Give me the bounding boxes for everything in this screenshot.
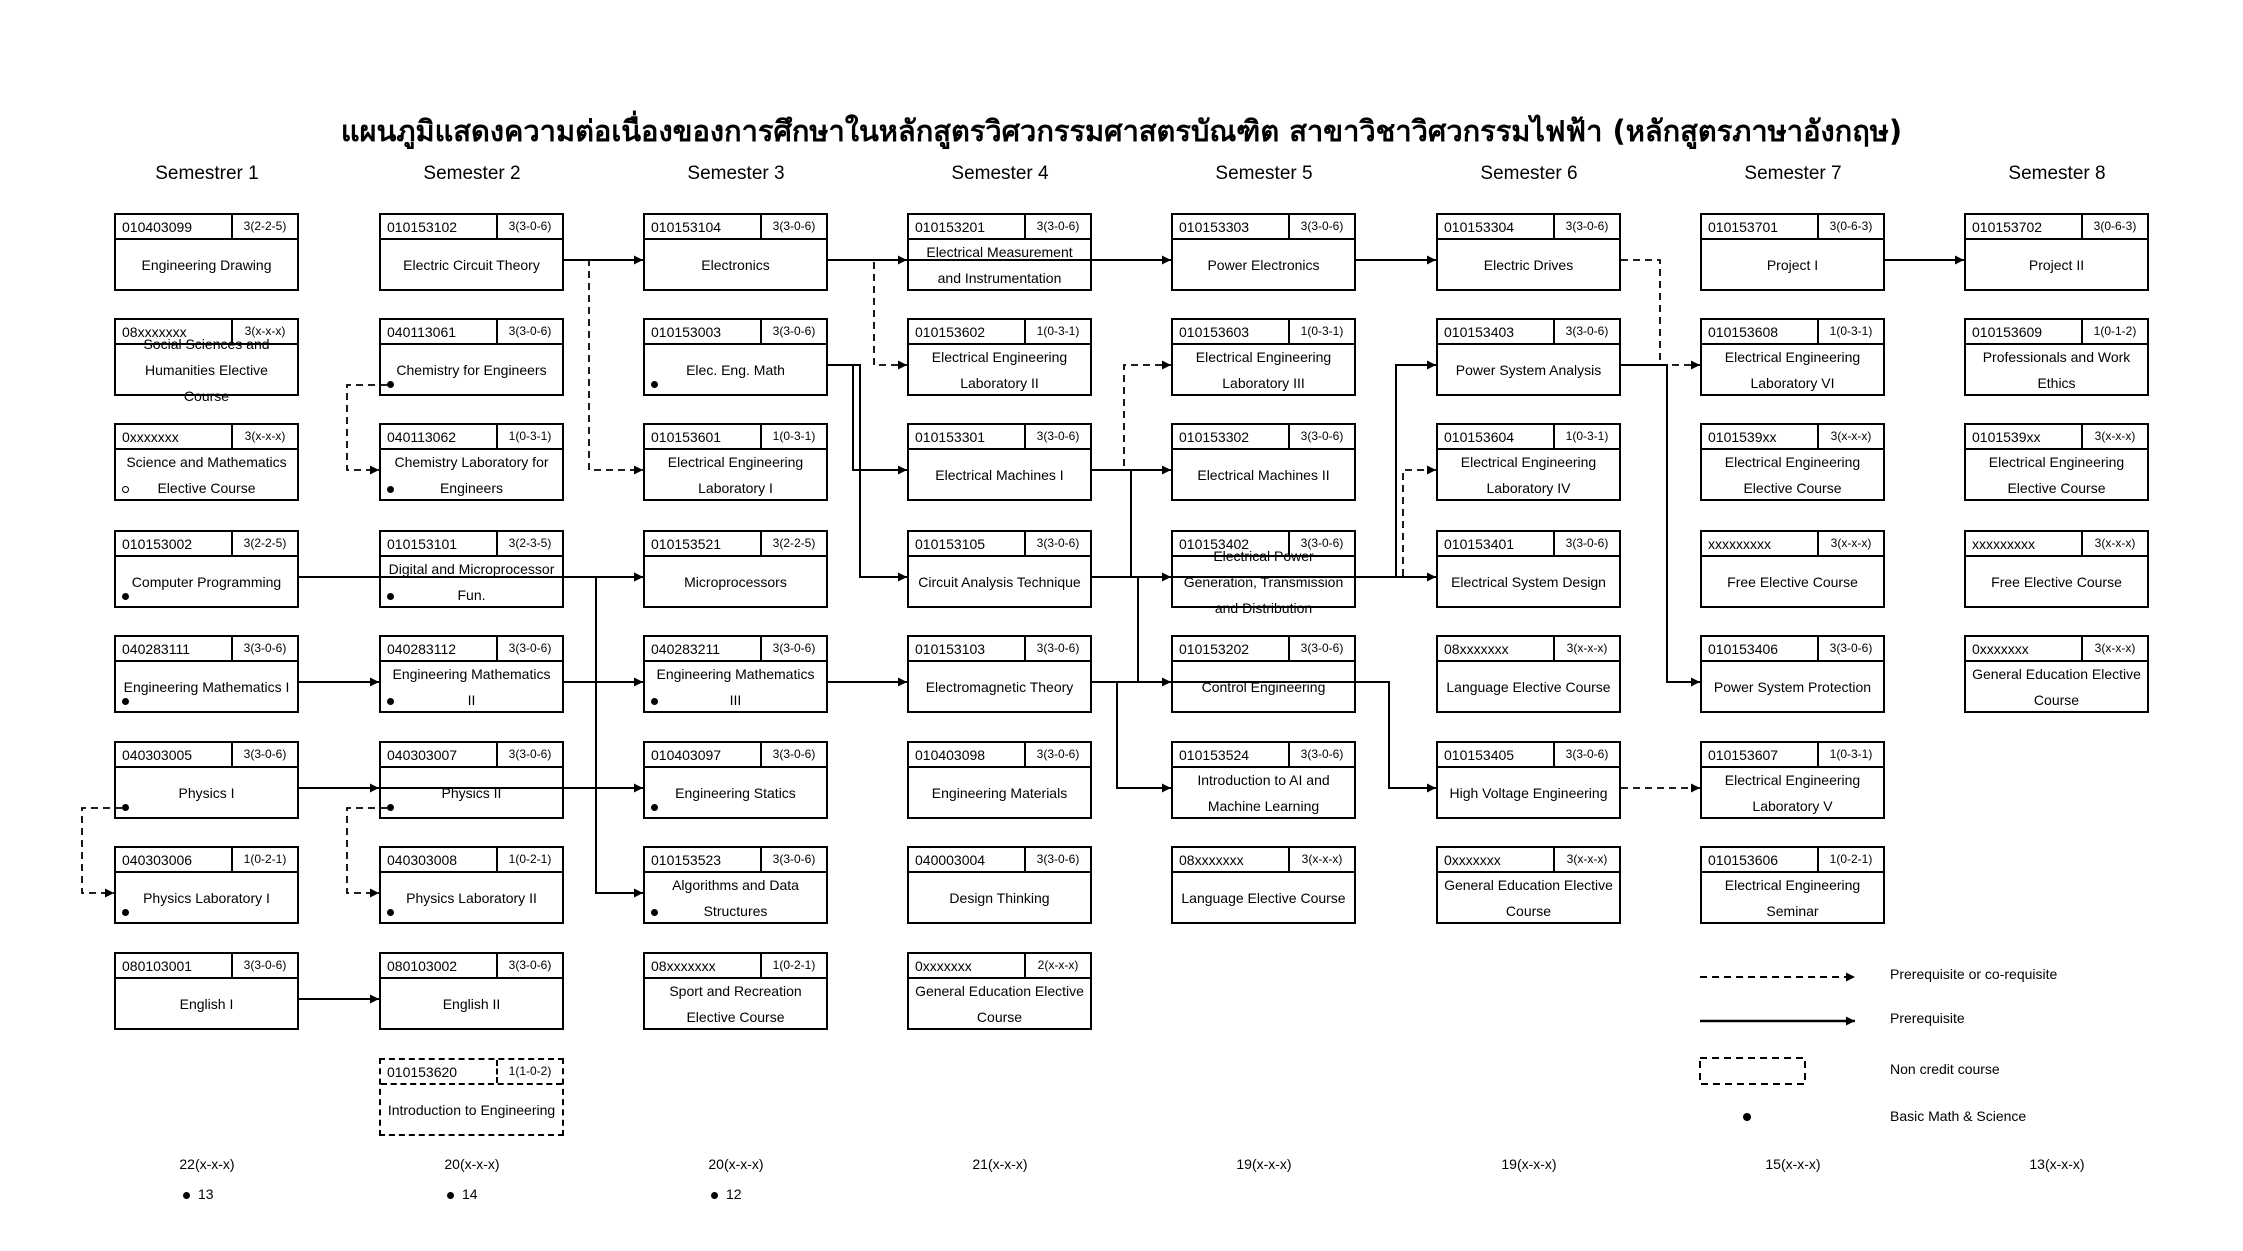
course-credit: 3(3-0-6) [1553,215,1619,238]
course-code: 010153304 [1444,219,1515,235]
course-code: 010153003 [651,324,722,340]
course-name: Physics Laboratory I [143,889,270,906]
course-code: 010153406 [1708,641,1779,657]
basic-count-sem1-value: 13 [198,1186,214,1202]
course-code: 010403097 [651,747,722,763]
course-credit: 3(3-0-6) [1817,637,1883,660]
course-code: 010153606 [1708,852,1779,868]
course-name: Free Elective Course [1991,573,2122,590]
course-name: Elec. Eng. Math [686,361,785,378]
course-name: Electrical Engineering Laboratory I [667,453,804,496]
course-credit: 1(0-3-1) [760,425,826,448]
course-name: Introduction to AI and Machine Learning [1197,771,1330,814]
course-name: Engineering Statics [675,784,796,801]
course-code: 010153604 [1444,429,1515,445]
course-code: 0101539xx [1972,429,2041,445]
course-name: Electrical Engineering Elective Course [1988,453,2125,496]
course-name: Free Elective Course [1727,573,1858,590]
course-credit: 3(2-3-5) [496,532,562,555]
course-credit: 3(3-0-6) [496,954,562,977]
course-credit: 3(3-0-6) [760,743,826,766]
course-credit: 1(0-1-2) [2081,320,2147,343]
course-name: Electric Circuit Theory [403,256,540,273]
course-code: 010153102 [387,219,458,235]
course-credit: 3(x-x-x) [1817,425,1883,448]
course-credit: 3(3-0-6) [1288,532,1354,555]
course-code: 010153602 [915,324,986,340]
course-code: 080103002 [387,958,458,974]
course-code: 010153603 [1179,324,1250,340]
edge-c22-c23 [347,385,387,470]
course-credit: 1(0-2-1) [231,848,297,871]
course-credit: 3(3-0-6) [496,215,562,238]
course-credit: 3(3-0-6) [231,637,297,660]
course-name: Microprocessors [684,573,787,590]
course-code: 08xxxxxxx [1444,641,1509,657]
course-code: 010153301 [915,429,986,445]
course-name: Electrical Engineering Laboratory V [1724,771,1861,814]
course-credit: 3(3-0-6) [1024,848,1090,871]
course-name: General Education Elective Course [1444,876,1613,919]
semester-8-header: Semester 8 [2008,163,2106,184]
edge-c45-c56 [1092,682,1171,788]
course-credit: 3(3-0-6) [1288,425,1354,448]
course-credit: 1(0-3-1) [1817,743,1883,766]
semester-4-header: Semester 4 [951,163,1049,184]
course-credit: 3(x-x-x) [2081,637,2147,660]
basic-count-sem2-value: 14 [462,1186,478,1202]
course-name: Chemistry Laboratory for Engineers [394,453,549,496]
course-credit: 1(0-3-1) [1553,425,1619,448]
course-code: xxxxxxxxx [1708,536,1771,552]
course-credit: 3(3-0-6) [231,743,297,766]
course-credit: 1(0-3-1) [1024,320,1090,343]
course-credit: 1(0-2-1) [496,848,562,871]
course-name: Physics II [441,784,502,801]
course-credit: 1(0-3-1) [496,425,562,448]
course-credit: 3(2-2-5) [231,215,297,238]
course-credit: 3(x-x-x) [2081,425,2147,448]
course-code: 010153702 [1972,219,2043,235]
course-name: Power Electronics [1207,256,1320,273]
course-credit: 3(3-0-6) [496,320,562,343]
course-credit: 3(3-0-6) [1553,320,1619,343]
edge-c26-c27 [347,808,387,893]
course-name: Language Elective Course [1446,678,1611,695]
course-code: 0xxxxxxx [1972,641,2029,657]
course-name: Digital and Microprocessor Fun. [388,560,555,603]
course-code: 010403099 [122,219,193,235]
course-name: Electrical Engineering Laboratory III [1195,348,1332,391]
course-credit: 1(0-2-1) [1817,848,1883,871]
course-credit: 3(3-0-6) [1024,215,1090,238]
course-name: English I [179,995,234,1012]
edge-c14-c37 [299,577,643,893]
course-code: 080103001 [122,958,193,974]
course-name: Introduction to Engineering [387,1101,556,1118]
course-code: 040303007 [387,747,458,763]
course-code: 010153103 [915,641,986,657]
semester-1-total: 22(x-x-x) [179,1156,235,1172]
course-credit: 3(2-2-5) [231,532,297,555]
course-credit: 3(3-0-6) [1024,532,1090,555]
course-code: 010153620 [387,1064,458,1080]
semester-2-total: 20(x-x-x) [444,1156,500,1172]
course-name: Engineering Mathematics II [392,665,551,708]
course-name: Engineering Drawing [141,256,272,273]
course-code: 0xxxxxxx [1444,852,1501,868]
legend-noncredit-box [1700,1058,1805,1084]
semester-4-total: 21(x-x-x) [972,1156,1028,1172]
edge-c45-c66 [1092,682,1436,788]
course-credit: 3(3-0-6) [760,215,826,238]
legend-noncredit-label: Non credit course [1890,1061,2000,1077]
edge-c61-c72 [1621,260,1700,365]
semester-7-total: 15(x-x-x) [1765,1156,1821,1172]
course-code: 010153101 [387,536,458,552]
course-code: 010153701 [1708,219,1779,235]
course-credit: 3(x-x-x) [1288,848,1354,871]
course-name: Chemistry for Engineers [396,361,547,378]
course-name: Electrical Engineering Laboratory VI [1724,348,1861,391]
course-name: Electrical Engineering Elective Course [1724,453,1861,496]
basic-count-sem3-value: 12 [726,1186,742,1202]
course-code: 010153201 [915,219,986,235]
semester-6-header: Semester 6 [1480,163,1578,184]
course-name: Engineering Materials [931,784,1068,801]
course-credit: 3(3-0-6) [1553,532,1619,555]
course-code: 040303005 [122,747,193,763]
course-code: 040113061 [387,324,457,340]
course-name: Algorithms and Data Structures [672,876,799,919]
edge-c32-c43 [828,365,907,470]
course-name: Electrical Machines I [935,466,1064,483]
course-code: 010153608 [1708,324,1779,340]
course-name: Language Elective Course [1181,889,1346,906]
course-name: Electrical System Design [1451,573,1606,590]
edge-c44-c55 [1092,577,1171,682]
semester-5-total: 19(x-x-x) [1236,1156,1292,1172]
course-credit: 3(3-0-6) [1024,637,1090,660]
course-credit: 3(3-0-6) [496,743,562,766]
course-name: Electrical Engineering Seminar [1724,876,1861,919]
course-code: 010153303 [1179,219,1250,235]
course-name: Engineering Mathematics I [123,678,290,695]
course-name: Project I [1766,256,1819,273]
course-name: Computer Programming [131,573,282,590]
course-credit: 3(x-x-x) [1553,637,1619,660]
course-name: Engineering Mathematics III [656,665,815,708]
course-code: xxxxxxxxx [1972,536,2035,552]
semester-2-header: Semester 2 [423,163,521,184]
course-name: General Education Elective Course [915,982,1084,1025]
course-credit: 3(3-0-6) [1288,743,1354,766]
course-code: 0101539xx [1708,429,1777,445]
course-credit: 1(0-2-1) [760,954,826,977]
course-code: 010153609 [1972,324,2043,340]
course-credit: 3(0-6-3) [2081,215,2147,238]
course-code: 010153002 [122,536,193,552]
edge-c43-c52 [1092,365,1171,470]
course-credit: 3(0-6-3) [1817,215,1883,238]
course-credit: 3(3-0-6) [760,637,826,660]
course-credit: 3(3-0-6) [231,954,297,977]
semester-6-total: 19(x-x-x) [1501,1156,1557,1172]
course-credit: 3(3-0-6) [1024,425,1090,448]
course-code: 08xxxxxxx [651,958,716,974]
course-name: Electronics [701,256,770,273]
course-code: 010153401 [1444,536,1515,552]
semester-3-total: 20(x-x-x) [708,1156,764,1172]
course-credit: 3(3-0-6) [760,320,826,343]
edge-c62-c75 [1621,365,1700,682]
course-code: 040003004 [915,852,986,868]
course-credit: 3(3-0-6) [496,637,562,660]
course-name: Social Sciences and Humanities Elective Course [143,335,270,404]
course-code: 010153601 [651,429,722,445]
course-credit: 1(1-0-2) [496,1060,562,1083]
course-name: Science and Mathematics Elective Course [126,453,287,496]
legend-basic-dot [1743,1113,1751,1121]
course-code: 040303006 [122,852,193,868]
course-code: 010153521 [651,536,722,552]
course-credit: 3(3-0-6) [760,848,826,871]
course-name: Control Engineering [1201,678,1326,695]
course-name: Electrical Engineering Laboratory IV [1460,453,1597,496]
course-name: General Education Elective Course [1972,665,2141,708]
course-code: 010403098 [915,747,986,763]
course-name: English II [442,995,501,1012]
edge-c16-c17 [82,808,122,893]
course-code: 010153405 [1444,747,1515,763]
course-code: 010153607 [1708,747,1779,763]
course-code: 010153403 [1444,324,1515,340]
semester-1-header: Semestrer 1 [155,163,259,184]
page-title: แผนภูมิแสดงความต่อเนื่องของการศึกษาในหลักสูตรวิศวกรรมศาสตรบัณฑิต สาขาวิชาวิศวกรรมไฟฟ้า (หลักสูตรภาษาอังกฤษ) [340,114,1903,148]
course-code: 08xxxxxxx [122,324,187,340]
course-code: 010153524 [1179,747,1250,763]
course-name: Electrical Engineering Laboratory II [931,348,1068,391]
course-code: 040283211 [651,641,721,657]
course-credit: 3(x-x-x) [1817,532,1883,555]
legend-coreq-label: Prerequisite or co-requisite [1890,966,2058,982]
course-name: Electromagnetic Theory [925,678,1074,695]
course-code: 010153104 [651,219,722,235]
course-credit: 3(2-2-5) [760,532,826,555]
semester-3-header: Semester 3 [687,163,785,184]
course-credit: 1(0-3-1) [1288,320,1354,343]
course-name: Electrical Machines II [1197,466,1330,483]
course-name: Electrical Measurement and Instrumentation [926,243,1073,286]
course-credit: 2(x-x-x) [1024,954,1090,977]
course-code: 010153523 [651,852,722,868]
course-name: Project II [2028,256,2085,273]
course-name: Power System Protection [1713,678,1872,695]
course-credit: 3(x-x-x) [2081,532,2147,555]
course-credit: 3(x-x-x) [1553,848,1619,871]
course-code: 0xxxxxxx [122,429,179,445]
edge-c31-c42 [828,260,907,365]
course-name: Sport and Recreation Elective Course [669,982,802,1025]
edge-c43-c54 [1092,470,1171,577]
course-name: Physics I [178,784,235,801]
semester-5-header: Semester 5 [1215,163,1313,184]
edge-c21-c33 [564,260,643,470]
course-credit: 1(0-3-1) [1817,320,1883,343]
semester-8-total: 13(x-x-x) [2029,1156,2085,1172]
semester-7-header: Semester 7 [1744,163,1842,184]
course-code: 010153402 [1179,536,1250,552]
course-name: High Voltage Engineering [1449,784,1608,801]
course-code: 08xxxxxxx [1179,852,1244,868]
legend-basic-label: Basic Math & Science [1890,1108,2027,1124]
edge-c54-c62 [1356,365,1436,577]
course-code: 010153202 [1179,641,1250,657]
course-name: Physics Laboratory II [406,889,537,906]
course-code: 0xxxxxxx [915,958,972,974]
course-name: Electric Drives [1483,256,1574,273]
course-code: 040303008 [387,852,458,868]
course-code: 040283112 [387,641,457,657]
course-credit: 3(x-x-x) [231,320,297,343]
course-name: Electrical Power Generation, Transmission and Distribution [1183,547,1344,616]
course-credit: 3(3-0-6) [1024,743,1090,766]
course-code: 040283111 [122,641,190,657]
course-credit: 3(3-0-6) [1288,637,1354,660]
course-code: 040113062 [387,429,457,445]
course-code: 010153302 [1179,429,1250,445]
course-credit: 3(3-0-6) [1288,215,1354,238]
course-code: 010153105 [915,536,986,552]
course-credit: 3(3-0-6) [1553,743,1619,766]
course-name: Power System Analysis [1455,361,1602,378]
course-name: Design Thinking [949,889,1050,906]
course-credit: 3(x-x-x) [231,425,297,448]
course-name: Professionals and Work Ethics [1982,348,2131,391]
course-name: Circuit Analysis Technique [918,573,1081,590]
legend-prereq-label: Prerequisite [1890,1010,1965,1026]
